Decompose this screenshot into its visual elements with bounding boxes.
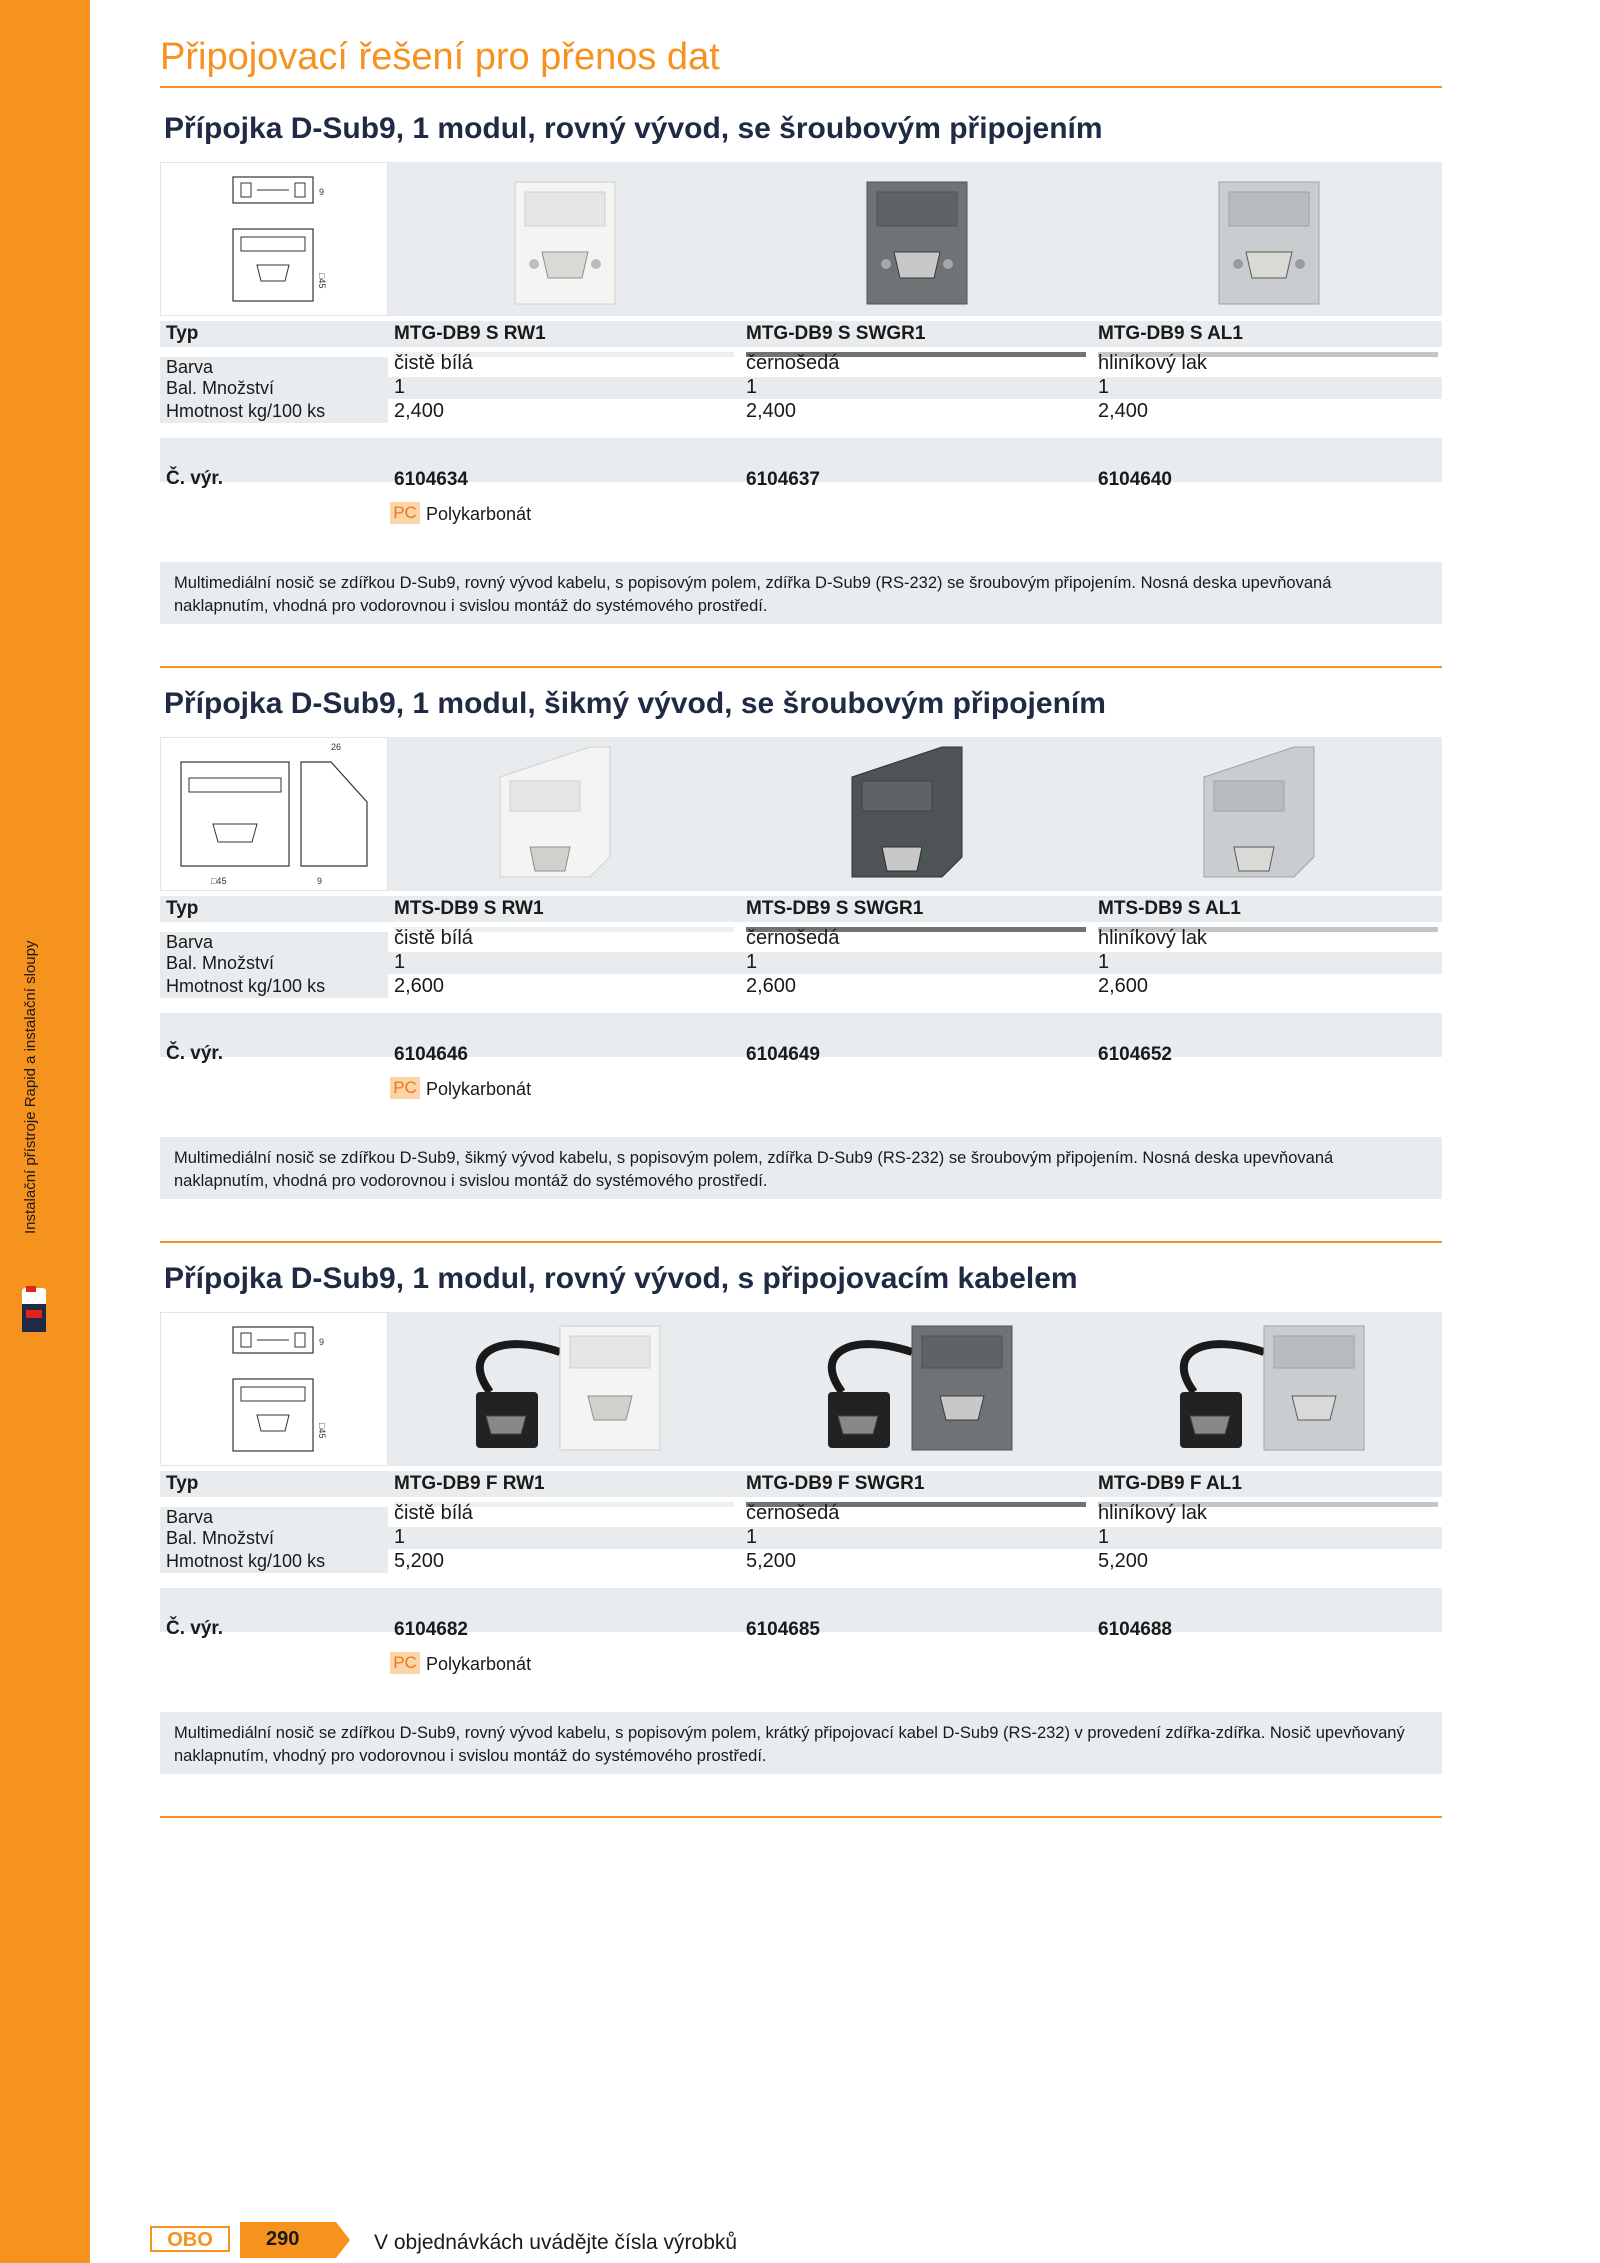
product-quantity: 1 [394,376,406,398]
article-number-label: Č. výr. [166,468,224,489]
product-type: MTS-DB9 S AL1 [1098,898,1241,919]
product-weight: 5,200 [746,1550,797,1572]
row-band [160,377,1442,399]
product-weight: 2,400 [746,400,797,422]
product-quantity: 1 [746,951,758,973]
product-type: MTG-DB9 F SWGR1 [746,1473,925,1494]
logo-text: OBO [167,2229,213,2251]
product-type: MTG-DB9 S SWGR1 [746,323,926,344]
product-color: hliníkový lak [1098,1502,1207,1524]
product-weight: 2,600 [394,975,445,997]
product-weight: 2,400 [394,400,445,422]
section-title: Přípojka D-Sub9, 1 modul, rovný vývod, se šroubovým připojením [164,112,1103,145]
product-image-row [160,1312,1442,1466]
dimension-label: □45 [317,1423,327,1439]
section-divider [160,1816,1442,1818]
color-label: Barva [166,357,214,377]
product-color: hliníkový lak [1098,352,1207,374]
article-number: 6104682 [394,1619,468,1640]
product-quantity: 1 [394,951,406,973]
product-section-3 [160,1262,1442,1822]
article-number: 6104649 [746,1044,820,1065]
material-badge: PC [390,502,420,524]
article-number-label: Č. výr. [166,1043,224,1064]
product-image-aluminium [1164,162,1364,316]
section-divider [160,1241,1442,1243]
product-section-1 [160,112,1442,672]
type-label: Typ [166,323,199,344]
product-image-aluminium [1164,737,1364,891]
title-rule [160,86,1442,88]
article-number: 6104637 [746,469,820,490]
article-number: 6104688 [1098,1619,1172,1640]
article-band [388,438,1442,482]
product-color: čistě bílá [394,927,473,949]
section-title: Přípojka D-Sub9, 1 modul, šikmý vývod, se šroubovým připojením [164,687,1106,720]
material-name: Polykarbonát [426,1654,532,1674]
material-badge: PC [390,1077,420,1099]
article-band [388,1013,1442,1057]
article-number: 6104640 [1098,469,1172,490]
product-weight: 2,400 [1098,400,1149,422]
obo-logo [150,2226,230,2252]
product-image-graphite [812,737,1012,891]
product-image-graphite [812,162,1012,316]
dimension-label: 9 [319,1337,325,1347]
quantity-label: Bal. Množství [166,953,275,973]
product-color: čistě bílá [394,1502,473,1524]
product-quantity: 1 [1098,376,1110,398]
product-quantity: 1 [746,1526,758,1548]
color-label: Barva [166,932,214,952]
product-weight: 2,600 [1098,975,1149,997]
type-label: Typ [166,1473,199,1494]
product-color: černošedá [746,1502,840,1524]
dimension-label: 9 [319,187,325,197]
article-number: 6104646 [394,1044,468,1065]
product-color: čistě bílá [394,352,473,374]
product-color: hliníkový lak [1098,927,1207,949]
product-image-graphite-cable [792,1312,1032,1466]
dimension-label: 9 [317,876,323,886]
product-image-white-cable [440,1312,680,1466]
product-image-row [160,737,1442,891]
technical-drawing [160,737,388,891]
article-number: 6104685 [746,1619,820,1640]
article-number: 6104652 [1098,1044,1172,1065]
product-quantity: 1 [746,376,758,398]
product-color: černošedá [746,927,840,949]
installation-box-icon [16,1282,52,1352]
section-divider [160,666,1442,668]
row-band [160,952,1442,974]
page-number: 290 [266,2228,300,2250]
product-type: MTG-DB9 F RW1 [394,1473,545,1494]
product-type: MTS-DB9 S SWGR1 [746,898,924,919]
product-description: Multimediální nosič se zdířkou D-Sub9, rovný vývod kabelu, s popisovým polem, krátký připojovací kabel D-Sub9 (RS-232) v provedení zdířka-zdířka. Nosič upevňovaný naklapnutím, vhodný pro vodorovnou i svislou montáž do systémového prostředí. [160,1712,1442,1774]
article-number-label: Č. výr. [166,1618,224,1639]
dimension-label: 26 [331,742,342,752]
footer-note: V objednávkách uvádějte čísla výrobků [374,2231,738,2254]
weight-label: Hmotnost kg/100 ks [166,976,326,996]
page-title: Připojovací řešení pro přenos dat [160,36,720,78]
side-section-label: Instalační přístroje Rapid a instalační sloupy [22,940,39,1234]
product-weight: 2,600 [746,975,797,997]
weight-label: Hmotnost kg/100 ks [166,1551,326,1571]
type-label: Typ [166,898,199,919]
row-band [160,1527,1442,1549]
technical-drawing [160,1312,388,1466]
quantity-label: Bal. Množství [166,378,275,398]
side-bar [0,0,90,2263]
product-description: Multimediální nosič se zdířkou D-Sub9, rovný vývod kabelu, s popisovým polem, zdířka D-Sub9 (RS-232) se šroubovým připojením. Nosná deska upevňovaná naklapnutím, vhodná pro vodorovnou i svislou montáž do systémového prostředí. [160,562,1442,624]
product-image-white [460,162,660,316]
product-description: Multimediální nosič se zdířkou D-Sub9, šikmý vývod kabelu, s popisovým polem, zdířka D-Sub9 (RS-232) se šroubovým připojením. Nosná deska upevňovaná naklapnutím, vhodná pro vodorovnou i svislou montáž do systémového prostředí. [160,1137,1442,1199]
product-weight: 5,200 [394,1550,445,1572]
product-weight: 5,200 [1098,1550,1149,1572]
product-image-row [160,162,1442,316]
weight-label: Hmotnost kg/100 ks [166,401,326,421]
product-type: MTG-DB9 S AL1 [1098,323,1243,344]
article-band [388,1588,1442,1632]
dimension-label: □45 [211,876,227,886]
product-image-white [460,737,660,891]
quantity-label: Bal. Množství [166,1528,275,1548]
product-section-2 [160,687,1442,1247]
product-color: černošedá [746,352,840,374]
section-title: Přípojka D-Sub9, 1 modul, rovný vývod, s připojovacím kabelem [164,1262,1078,1295]
product-type: MTG-DB9 S RW1 [394,323,546,344]
product-type: MTS-DB9 S RW1 [394,898,544,919]
color-label: Barva [166,1507,214,1527]
product-quantity: 1 [1098,951,1110,973]
product-type: MTG-DB9 F AL1 [1098,1473,1242,1494]
product-quantity: 1 [394,1526,406,1548]
material-name: Polykarbonát [426,504,532,524]
dimension-label: □45 [317,273,327,289]
product-image-aluminium-cable [1144,1312,1384,1466]
article-number: 6104634 [394,469,468,490]
product-quantity: 1 [1098,1526,1110,1548]
technical-drawing [160,162,388,316]
material-name: Polykarbonát [426,1079,532,1099]
material-badge: PC [390,1652,420,1674]
